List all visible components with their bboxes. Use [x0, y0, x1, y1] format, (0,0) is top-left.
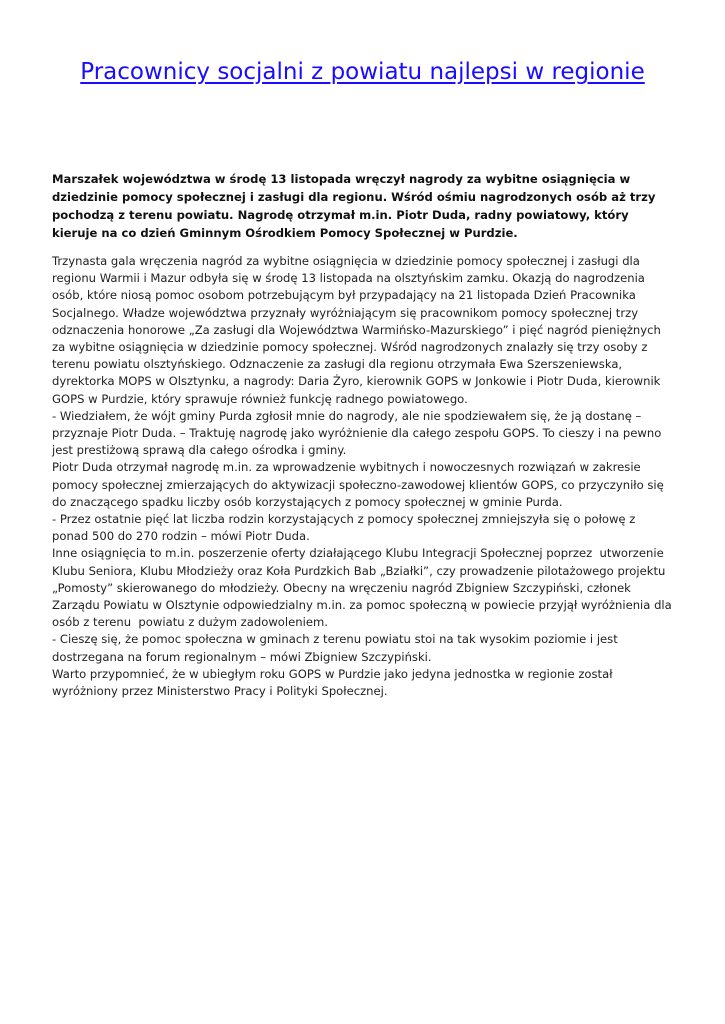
body-paragraph: Piotr Duda otrzymał nagrodę m.in. za wprowadzenie wybitnych i nowoczesnych rozwiązań w zakresie pomocy społecznej zmierzających do aktywizacji społeczno-zawodowej klientów GOPS, co przyczyniło się do znaczącego spadku liczby osób korzystających z pomocy społecznej w gminie Purda.: [52, 460, 668, 509]
body-paragraph: Inne osiągnięcia to m.in. poszerzenie oferty działającego Klubu Integracji Społecznej poprzez utworzenie Klubu Seniora, Klubu Młodzieży oraz Koła Purdzkich Bab „Bziałki”, czy prowadzenie pilotażowego projektu „Pomosty” skierowanego do młodzieży. Obecny na wręczeniu nagród Zbigniew Szczypiński, członek Zarządu Powiatu w Olsztynie odpowiedzialny m.in. za pomoc społeczną w powiecie przyjął wyróżnienia dla osób z terenu powiatu z dużym zadowoleniem.: [52, 546, 676, 630]
body-paragraph: Warto przypomnieć, że w ubiegłym roku GOPS w Purdzie jako jedyna jednostka w regionie został wyróżniony przez Ministerstwo Pracy i Polityki Społecznej.: [52, 666, 617, 699]
article-body: [52, 253, 674, 700]
article-title: [60, 56, 665, 89]
body-paragraph: - Cieszę się, że pomoc społeczna w gminach z terenu powiatu stoi na tak wysokim poziomie i jest dostrzegana na forum regionalnym – mówi Zbigniew Szczypiński.: [52, 632, 622, 664]
article-lead: Marszałek województwa w środę 13 listopada wręczył nagrody za wybitne osiągnięcia w dziedzinie pomocy społecznej i zasługi dla regionu. Wśród ośmiu nagrodzonych osób aż trzy pochodzą z terenu powiatu. Nagrodę otrzymał m.in. Piotr Duda, radny powiatowy, który kieruje na co dzień Gminnym Ośrodkiem Pomocy Społecznej w Purdzie.: [52, 172, 656, 240]
body-paragraph: Trzynasta gala wręczenia nagród za wybitne osiągnięcia w dziedzinie pomocy społecznej i zasługi dla regionu Warmii i Mazur odbyła się w środę 13 listopada na olsztyńskim zamku. Okazją do nagrodzenia osób, które niosą pomoc osobom potrzebującym był przypadający na 21 listopada Dzień Pracownika Socjalnego. Władze województwa przyznały wyróżniającym się pracownikom pomocy społecznej trzy odznaczenia honorowe „Za zasługi dla Województwa Warmińsko-Mazurskiego” i pięć nagród pieniężnych za wybitne osiągnięcia w dziedzinie pomocy społecznej. Wśród nagrodzonych znalazły się trzy osoby z terenu powiatu olsztyńskiego. Odznaczenie za zasługi dla regionu otrzymała Ewa Szerszeniewska, dyrektorka MOPS w Olsztynku, a nagrody: Daria Żyro, kierownik GOPS w Jonkowie i Piotr Duda, kierownik GOPS w Purdzie, który sprawuje również funkcję radnego powiatowego.: [52, 254, 665, 406]
body-paragraph: - Przez ostatnie pięć lat liczba rodzin korzystających z pomocy społecznej zmniejszyła się o połowę z ponad 500 do 270 rodzin – mówi Piotr Duda.: [52, 512, 640, 544]
body-paragraph: - Wiedziałem, że wójt gminy Purda zgłosił mnie do nagrody, ale nie spodziewałem się, że ją dostanę – przyznaje Piotr Duda. – Traktuję nagrodę jako wyróżnienie dla całego zespołu GOPS. To cieszy i na pewno jest prestiżową sprawą dla całego ośrodka i gminy.: [52, 408, 666, 458]
article-title-link[interactable]: Pracownicy socjalni z powiatu najlepsi w regionie: [80, 59, 645, 85]
